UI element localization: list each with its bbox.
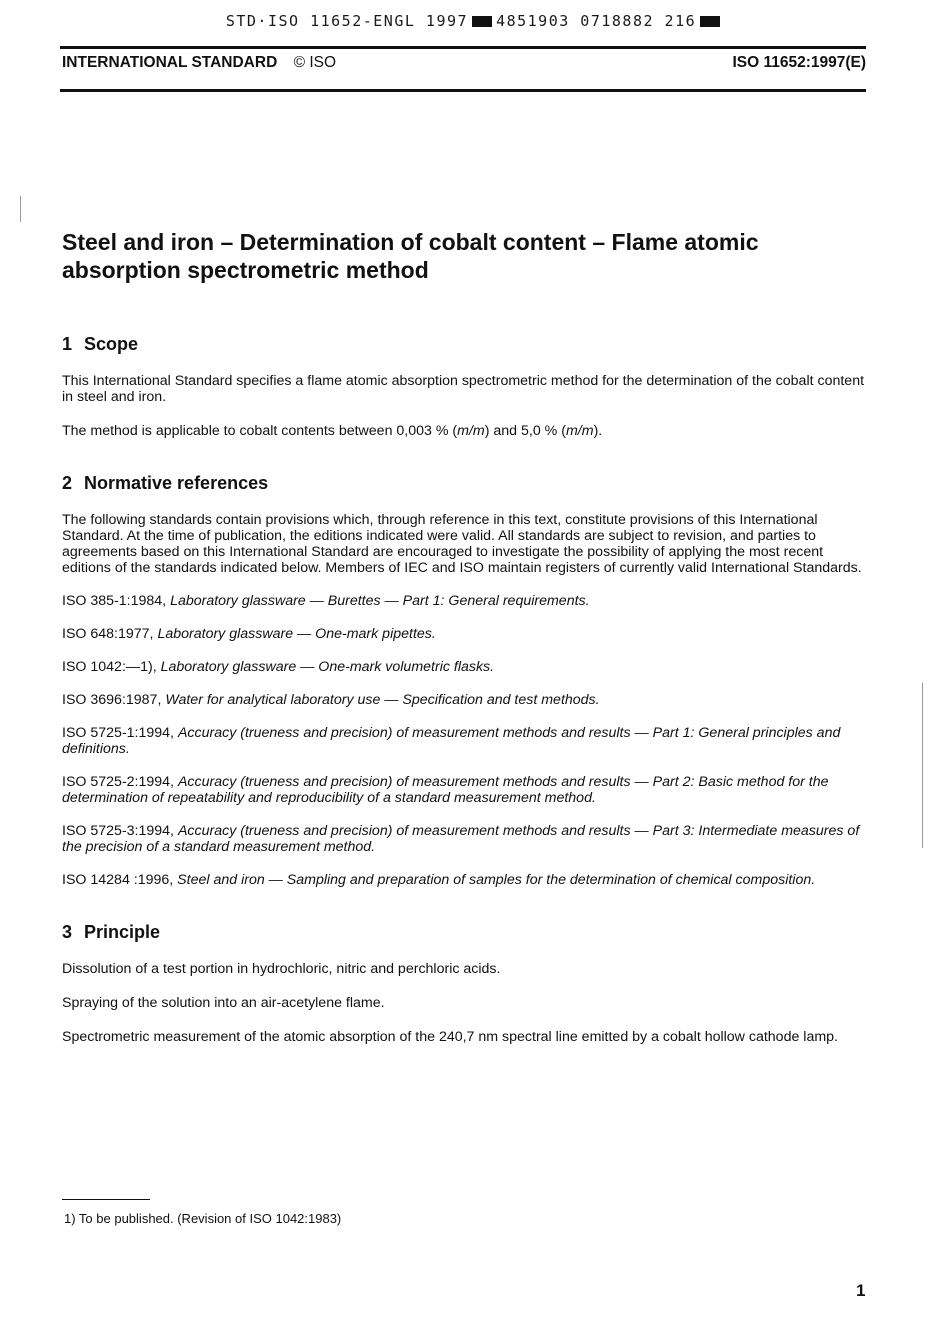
scope-range-paragraph: The method is applicable to cobalt contents between 0,003 % (m/m) and 5,0 % (m/m). — [62, 423, 603, 439]
footnote-rule — [62, 1199, 150, 1200]
section-scope — [62, 334, 866, 439]
scan-margin-mark — [20, 196, 21, 222]
document-title: Steel and iron – Determination of cobalt content – Flame atomic absorption spectrometric method — [62, 229, 759, 283]
scan-margin-mark — [922, 683, 923, 848]
principle-paragraph: Spectrometric measurement of the atomic absorption of the 240,7 nm spectral line emitted by a cobalt hollow cathode lamp. — [62, 1029, 838, 1045]
section-normative-references — [62, 473, 866, 888]
normative-intro: The following standards contain provisions which, through reference in this text, constitute provisions of this International Standard. At the time of publication, the editions indicated were valid. All standards are subject to revision, and parties to agreements based on this International Standard are encouraged to investigate the possibility of applying the most recent editions of the standards indicated below. Members of IEC and ISO maintain registers of currently valid International Standards. — [62, 512, 862, 576]
section-heading: 2 Normative references — [62, 473, 269, 493]
document-header — [62, 54, 866, 78]
section-principle — [62, 922, 866, 1045]
document-stamp — [0, 12, 950, 30]
reference-item: ISO 1042:—1), Laboratory glassware — One-mark volumetric flasks. — [62, 659, 495, 675]
stamp-number: 4851903 0718882 216 — [496, 12, 697, 30]
document-body — [62, 228, 866, 1079]
section-heading: 1 Scope — [62, 334, 139, 354]
reference-item: ISO 5725-2:1994, Accuracy (trueness and precision) of measurement methods and results — Part 2: Basic method for the determination of repeatability and reproducibility of a standard measurement method. — [62, 774, 829, 806]
reference-item: ISO 14284 :1996, Steel and iron — Sampling and preparation of samples for the determination of chemical composition. — [62, 872, 816, 888]
principle-paragraph: Spraying of the solution into an air-acetylene flame. — [62, 995, 385, 1011]
copyright-label: © ISO — [293, 54, 337, 71]
reference-item: ISO 648:1977, Laboratory glassware — One-mark pipettes. — [62, 626, 436, 642]
scope-paragraph: This International Standard specifies a flame atomic absorption spectrometric method for the determination of the cobalt content in steel and iron. — [62, 373, 865, 405]
reference-item: ISO 3696:1987, Water for analytical laboratory use — Specification and test methods. — [62, 692, 600, 708]
stamp-block-mark — [472, 16, 492, 27]
section-heading: 3 Principle — [62, 922, 161, 942]
reference-item: ISO 5725-1:1994, Accuracy (trueness and precision) of measurement methods and results — Part 1: General principles and definitions. — [62, 725, 841, 757]
standard-type-label: INTERNATIONAL STANDARD — [62, 54, 278, 71]
reference-item: ISO 385-1:1984, Laboratory glassware — Burettes — Part 1: General requirements. — [62, 593, 590, 609]
stamp-block-mark — [700, 16, 720, 27]
header-left — [62, 54, 336, 72]
header-bottom-rule — [60, 89, 866, 92]
header-top-rule — [60, 46, 866, 49]
page-number: 1 — [856, 1281, 866, 1300]
stamp-code: STD·ISO 11652-ENGL 1997 — [225, 12, 469, 30]
footnote: 1) To be published. (Revision of ISO 1042:1983) — [64, 1211, 342, 1226]
standard-number: ISO 11652:1997(E) — [732, 54, 866, 71]
reference-item: ISO 5725-3:1994, Accuracy (trueness and precision) of measurement methods and results — Part 3: Intermediate measures of the precision of a standard measurement method. — [62, 823, 860, 855]
principle-paragraph: Dissolution of a test portion in hydrochloric, nitric and perchloric acids. — [62, 961, 501, 977]
